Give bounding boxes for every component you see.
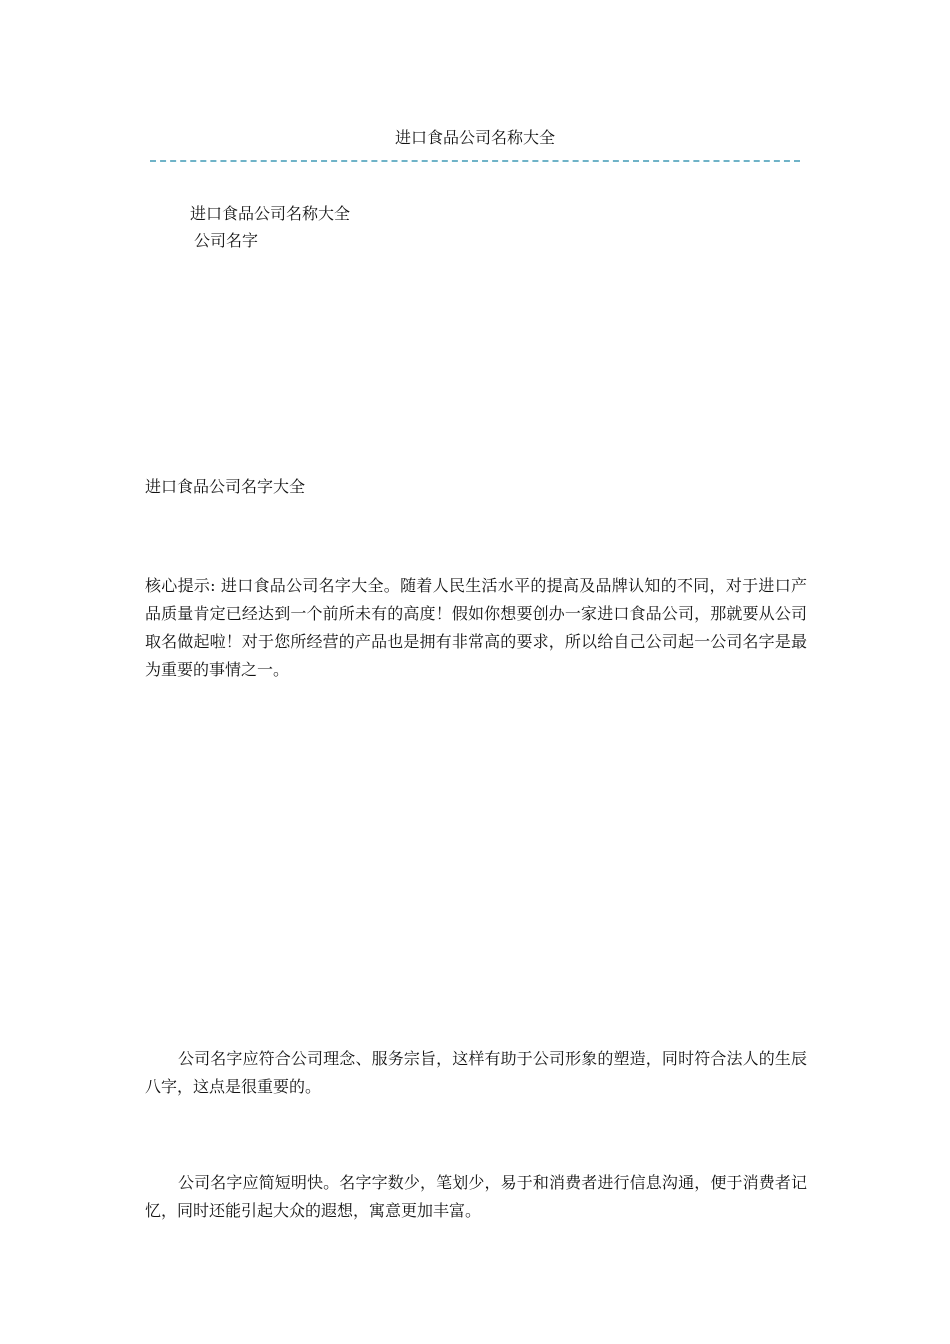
- body-paragraph-1: 公司名字应符合公司理念、服务宗旨，这样有助于公司形象的塑造，同时符合法人的生辰八字，这点是很重要的。: [145, 1049, 807, 1096]
- body-paragraph-2: 公司名字应简短明快。名字字数少，笔划少，易于和消费者进行信息沟通，便于消费者记忆，同时还能引起大众的遐想，寓意更加丰富。: [145, 1173, 807, 1220]
- intro-line-title: 进口食品公司名称大全: [190, 204, 351, 223]
- page-title: 进口食品公司名称大全: [394, 128, 555, 147]
- intro-block: [190, 200, 350, 254]
- core-tip-paragraph: 核心提示: 进口食品公司名字大全。随着人民生活水平的提高及品牌认知的不同，对于进口产品质量肯定已经达到一个前所未有的高度！假如你想要创办一家进口食品公司，那就要从公司取名做起啦！对于您所经营的产品也是拥有非常高的要求，所以给自己公司起一公司名字是最为重要的事情之一。: [145, 576, 807, 679]
- header-divider: [150, 160, 800, 162]
- section-heading: 进口食品公司名字大全: [145, 477, 306, 496]
- intro-line-name: 公司名字: [194, 231, 259, 250]
